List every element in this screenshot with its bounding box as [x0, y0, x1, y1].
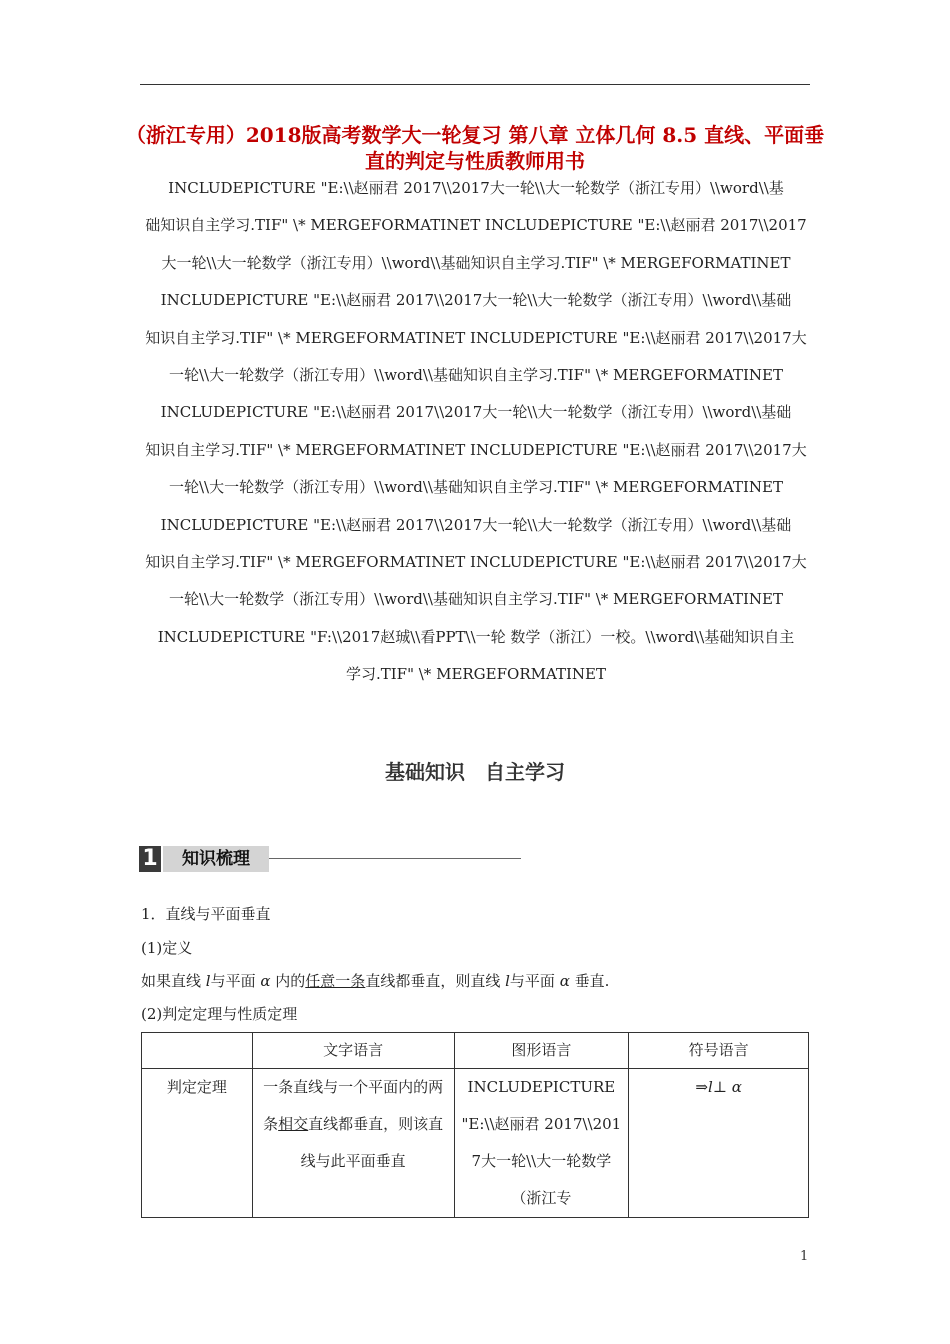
section-label: 知识梳理: [163, 846, 269, 872]
section-heading: 基础知识 自主学习: [385, 760, 565, 784]
item-title: 1．直线与平面垂直: [141, 905, 271, 923]
field-code-block: [140, 170, 812, 694]
field-line: 知识自主学习.TIF" \* MERGEFORMATINET INCLUDEPICTURE "E:\\赵丽君 2017\\2017大: [145, 328, 807, 347]
field-line: 知识自主学习.TIF" \* MERGEFORMATINET INCLUDEPICTURE "E:\\赵丽君 2017\\2017大: [145, 553, 807, 572]
table-header-row: [142, 1033, 809, 1069]
header-rule: [140, 84, 810, 85]
text-language-cell: 一条直线与一个平面内的两条相交直线都垂直，则该直线与此平面垂直: [252, 1069, 454, 1218]
document-title: （浙江专用）2018版高考数学大一轮复习 第八章 立体几何 8.5 直线、平面垂直的判定与性质教师用书: [125, 123, 825, 173]
table-header: 符号语言: [629, 1033, 809, 1069]
section-rule: [269, 858, 521, 859]
table-header: 图形语言: [454, 1033, 629, 1069]
field-line: 知识自主学习.TIF" \* MERGEFORMATINET INCLUDEPICTURE "E:\\赵丽君 2017\\2017大: [145, 440, 807, 459]
field-line: 一轮\\大一轮数学（浙江专用）\\word\\基础知识自主学习.TIF" \* MERGEFORMATINET: [169, 366, 783, 385]
definition-text: 如果直线 l与平面 α 内的任意一条直线都垂直，则直线 l与平面 α 垂直.: [141, 972, 610, 990]
field-line: INCLUDEPICTURE "E:\\赵丽君 2017\\2017大一轮\\大一轮数学（浙江专用）\\word\\基础: [160, 403, 792, 422]
variable-l: l: [205, 972, 211, 990]
field-line: INCLUDEPICTURE "E:\\赵丽君 2017\\2017大一轮\\大一轮数学（浙江专用）\\word\\基: [168, 179, 784, 197]
row-name: 判定定理: [142, 1069, 253, 1218]
underlined-term: 任意一条: [305, 972, 366, 990]
variable-alpha: α: [260, 972, 271, 990]
symbol-language-cell: ⇒l⊥ α: [629, 1069, 809, 1218]
field-line: 大一轮\\大一轮数学（浙江专用）\\word\\基础知识自主学习.TIF" \* MERGEFORMATINET: [161, 253, 791, 272]
theorem-label: (2)判定定理与性质定理: [141, 1005, 298, 1023]
table-row: [142, 1069, 809, 1218]
underlined-term: 相交: [278, 1115, 309, 1133]
section-number: 1: [139, 846, 161, 872]
page-number: 1: [800, 1249, 809, 1264]
variable-alpha: α: [559, 972, 570, 990]
field-line: 学习.TIF" \* MERGEFORMATINET: [345, 665, 606, 684]
variable-l: l: [505, 972, 510, 990]
definition-label: (1)定义: [141, 939, 193, 957]
table-header: 文字语言: [252, 1033, 454, 1069]
knowledge-section-bar: [139, 846, 521, 872]
field-line: INCLUDEPICTURE "E:\\赵丽君 2017\\2017大一轮\\大一轮数学（浙江专用）\\word\\基础: [160, 515, 792, 534]
theorem-table: [141, 1032, 809, 1218]
field-line: INCLUDEPICTURE "F:\\2017赵珹\\看PPT\\一轮 数学（浙江）一校。\\word\\基础知识自主: [157, 627, 795, 646]
field-line: 一轮\\大一轮数学（浙江专用）\\word\\基础知识自主学习.TIF" \* MERGEFORMATINET: [169, 478, 783, 497]
field-line: 一轮\\大一轮数学（浙江专用）\\word\\基础知识自主学习.TIF" \* MERGEFORMATINET: [169, 590, 783, 609]
field-line: 础知识自主学习.TIF" \* MERGEFORMATINET INCLUDEPICTURE "E:\\赵丽君 2017\\2017: [145, 216, 807, 235]
field-line: INCLUDEPICTURE "E:\\赵丽君 2017\\2017大一轮\\大一轮数学（浙江专用）\\word\\基础: [160, 291, 792, 310]
figure-language-cell: INCLUDEPICTURE "E:\\赵丽君 2017\\2017大一轮\\大一轮数学（浙江专: [454, 1069, 629, 1218]
table-header: [142, 1033, 253, 1069]
